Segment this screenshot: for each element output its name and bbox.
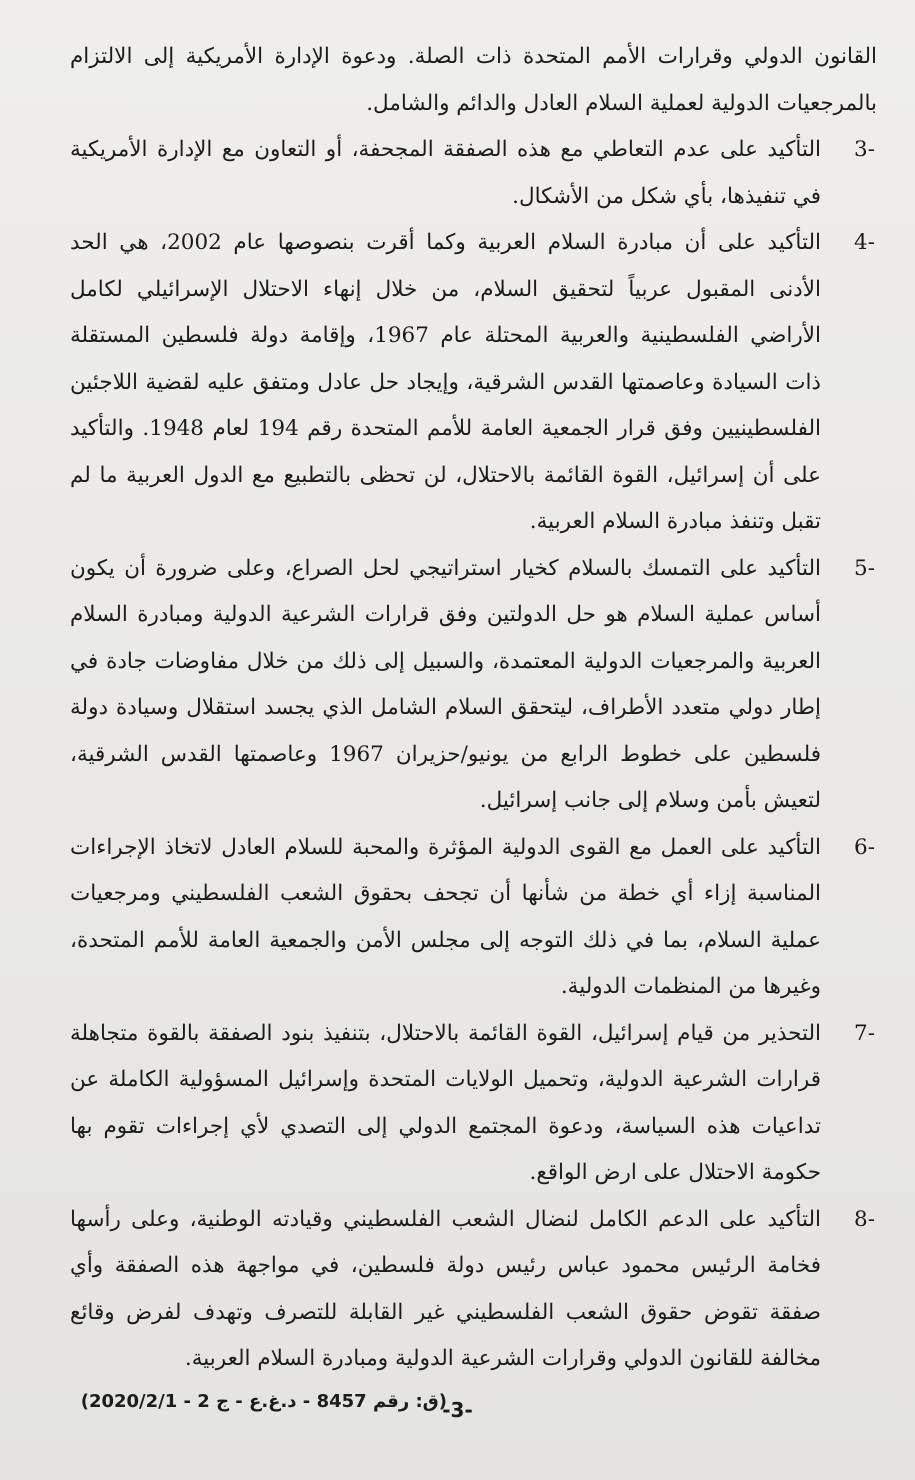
- item-number: 8-: [854, 1206, 875, 1232]
- item-number: 4-: [854, 230, 875, 255]
- list-item-8: [70, 1197, 877, 1383]
- list-item-7: [70, 1011, 877, 1197]
- item-number: 6-: [854, 834, 875, 860]
- item-number: 7-: [854, 1020, 875, 1046]
- item-number: 3-: [854, 137, 875, 162]
- list-item-4: [70, 220, 877, 546]
- item-text: التأكيد على التمسك بالسلام كخيار استراتيجي لحل الصراع، وعلى ضرورة أن يكون أساس عملية السلام هو حل الدولتين وفق قرارات الشرعية الدولية ومبادرة السلام العربية والمرجعيات الدولية المعتمدة، والسبيل إلى ذلك من خلال مفاوضات جادة في إطار دولي متعدد الأطراف، ليتحقق السلام الشامل الذي يجسد استقلال وسيادة دولة فلسطين على خطوط الرابع من يونيو/حزيران 1967 وعاصمتها القدس الشرقية، لتعيش بأمن وسلام إلى جانب إسرائيل.: [70, 555, 821, 813]
- list-item-6: [70, 825, 877, 1011]
- resolution-reference: (ق: رقم 8457 - د.غ.ع - ج 2 - 2020/2/1): [80, 1390, 447, 1412]
- item-text: التأكيد على أن مبادرة السلام العربية وكما أقرت بنصوصها عام 2002، هي الحد الأدنى المقبول عربياً لتحقيق السلام، من خلال إنهاء الاحتلال الإسرائيلي لكامل الأراضي الفلسطينية والعربية المحتلة عام 1967، وإقامة دولة فلسطين المستقلة ذات السيادة وعاصمتها القدس الشرقية، وإيجاد حل عادل ومتفق عليه لقضية اللاجئين الفلسطينيين وفق قرار الجمعية العامة للأمم المتحدة رقم 194 لعام 1948. والتأكيد على أن إسرائيل، القوة القائمة بالاحتلال، لن تحظى بالتطبيع مع الدول العربية ما لم تقبل وتنفذ مبادرة السلام العربية.: [70, 230, 822, 534]
- item-number: 5-: [854, 555, 875, 581]
- item-text: التأكيد على الدعم الكامل لنضال الشعب الفلسطيني وقيادته الوطنية، وعلى رأسها فخامة الرئيس محمود عباس رئيس دولة فلسطين، في مواجهة هذه الصفقة وأي صفقة تقوض حقوق الشعب الفلسطيني غير القابلة للتصرف وتهدف لفرض وقائع مخالفة للقانون الدولي وقرارات الشرعية الدولية ومبادرة السلام العربية.: [70, 1206, 821, 1371]
- item-text: التحذير من قيام إسرائيل، القوة القائمة بالاحتلال، بتنفيذ بنود الصفقة بالقوة متجاهلة قرارات الشرعية الدولية، وتحميل الولايات المتحدة وإسرائيل المسؤولية الكاملة عن تداعيات هذه السياسة، ودعوة المجتمع الدولي إلى التصدي لأي إجراءات تقوم بها حكومة الاحتلال على ارض الواقع.: [70, 1020, 821, 1185]
- list-item-3: [70, 127, 877, 220]
- document-body: [70, 34, 877, 1417]
- item-text: التأكيد على العمل مع القوى الدولية المؤثرة والمحبة للسلام العادل لاتخاذ الإجراءات المناسبة إزاء أي خطة من شأنها أن تجحف بحقوق الشعب الفلسطيني ومرجعيات عملية السلام، بما في ذلك التوجه إلى مجلس الأمن والجمعية العامة للأمم المتحدة، وغيرها من المنظمات الدولية.: [70, 834, 821, 999]
- continuation-paragraph: القانون الدولي وقرارات الأمم المتحدة ذات الصلة. ودعوة الإدارة الأمريكية إلى الالتزام بالمرجعيات الدولية لعملية السلام العادل والدائم والشامل.: [70, 44, 877, 116]
- page-number: -3-: [442, 1398, 473, 1422]
- item-text: التأكيد على عدم التعاطي مع هذه الصفقة المجحفة، أو التعاون مع الإدارة الأمريكية في تنفيذها، بأي شكل من الأشكال.: [70, 137, 821, 209]
- list-item-5: [70, 546, 877, 825]
